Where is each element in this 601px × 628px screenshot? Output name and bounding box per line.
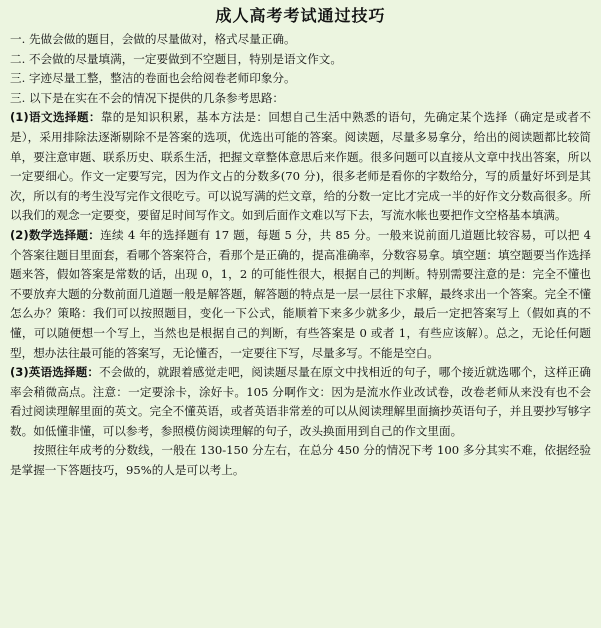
section-label: (1)语文选择题： (10, 110, 101, 125)
section-text: 不会做的，就跟着感觉走吧，阅读题尽量在原文中找相近的句子，哪个接近就选哪个，这样正确率会稍微高点。注意：一定要涂卡，涂好卡。105 分啊作文：因为是流水作业改试卷，改卷老师从来没有也不会看过阅读理解里面的英文。完全不懂英语，或者英语非常差的可以从阅读理解里面摘抄英语句子，并且要抄写够字数。如低懂非懂，可以参考，参照模仿阅读理解的句子，改头换面用到自己的作文里面。 (10, 365, 591, 438)
tip-item: 三. 字迹尽量工整，整洁的卷面也会给阅卷老师印象分。 (10, 71, 296, 86)
section-paragraph (10, 363, 591, 441)
tip-item: 一. 先做会做的题目，会做的尽量做对，格式尽量正确。 (10, 32, 296, 46)
tips-list (10, 30, 591, 108)
tip-item: 三. 以下是在实在不会的情况下提供的几条参考思路： (10, 90, 285, 105)
section-paragraph (10, 226, 591, 363)
section-label: (2)数学选择题： (10, 227, 101, 242)
closing-paragraph: 按照往年成考的分数线，一般在 130-150 分左右，在总分 450 分的情况下考 100 多分其实不难，依据经验是掌握一下答题技巧，95%的人是可以考上。 (10, 443, 591, 478)
document-title: 成人高考考试通过技巧 (215, 6, 386, 25)
tip-item: 二. 不会做的尽量填满，一定要做到不空题目，特别是语文作文。 (10, 51, 342, 66)
section-paragraph (10, 108, 591, 226)
section-label: (3)英语选择题： (10, 365, 100, 380)
section-english (10, 363, 591, 441)
section-text: 连续 4 年的选择题有 17 题，每题 5 分，共 85 分。一般来说前面几道题比较容易，可以把 4 个答案往题目里面套，看哪个答案符合，看那个是正确的，提高准确率，分数容易拿。填空题：填空题要当作选择题来答，假如答案是常数的话，出现 0，1，2 的可能性很大，根据自己的判断。特别需要注意的是：完全不懂也不要放弃大题的分数前面几道题一般是解答题，解答题的特点是一层一层往下求解，最终求出一个答案。完全不懂怎么办？策略：我们可以按照题目，变化一下公式，能顺着下来多少就多少，最后一定把答案写上（假如真的不懂，可以随便想一个写上，当然也是根据自己的判断，有些答案是 0 或者 1，有些应该解）。总之，无论任何题型，想办法往最可能的答案写，无论懂否，一定要往下写，尽量多写。不能是空白。 (10, 227, 591, 360)
section-math (10, 226, 591, 363)
section-chinese (10, 108, 591, 226)
section-text: 靠的是知识积累，基本方法是：回想自己生活中熟悉的语句，先确定某个选择（确定是或者不是），采用排除法逐渐剔除不是答案的选项，优选出可能的答案。阅读题，尽量多易拿分，给出的阅读题都比较简单，要注意审题、联系历史、联系生活，把握文章整体意思后来作题。很多问题可以直接从文章中找出答案，所以一定要细心。作文一定要写完，因为作文占的分数多(70 分)，很多老师是看你的字数给分，写的质量好坏到是其次，所以有的考生没写完作文很吃亏。可以说写满的烂文章，给的分数一定比才完成一半的好作文分数高很多。所以我们的观念一定要变，要留足时间写作文。如到后面作文难以写下去，写流水帐也要把作文空格基本填满。 (10, 110, 591, 223)
